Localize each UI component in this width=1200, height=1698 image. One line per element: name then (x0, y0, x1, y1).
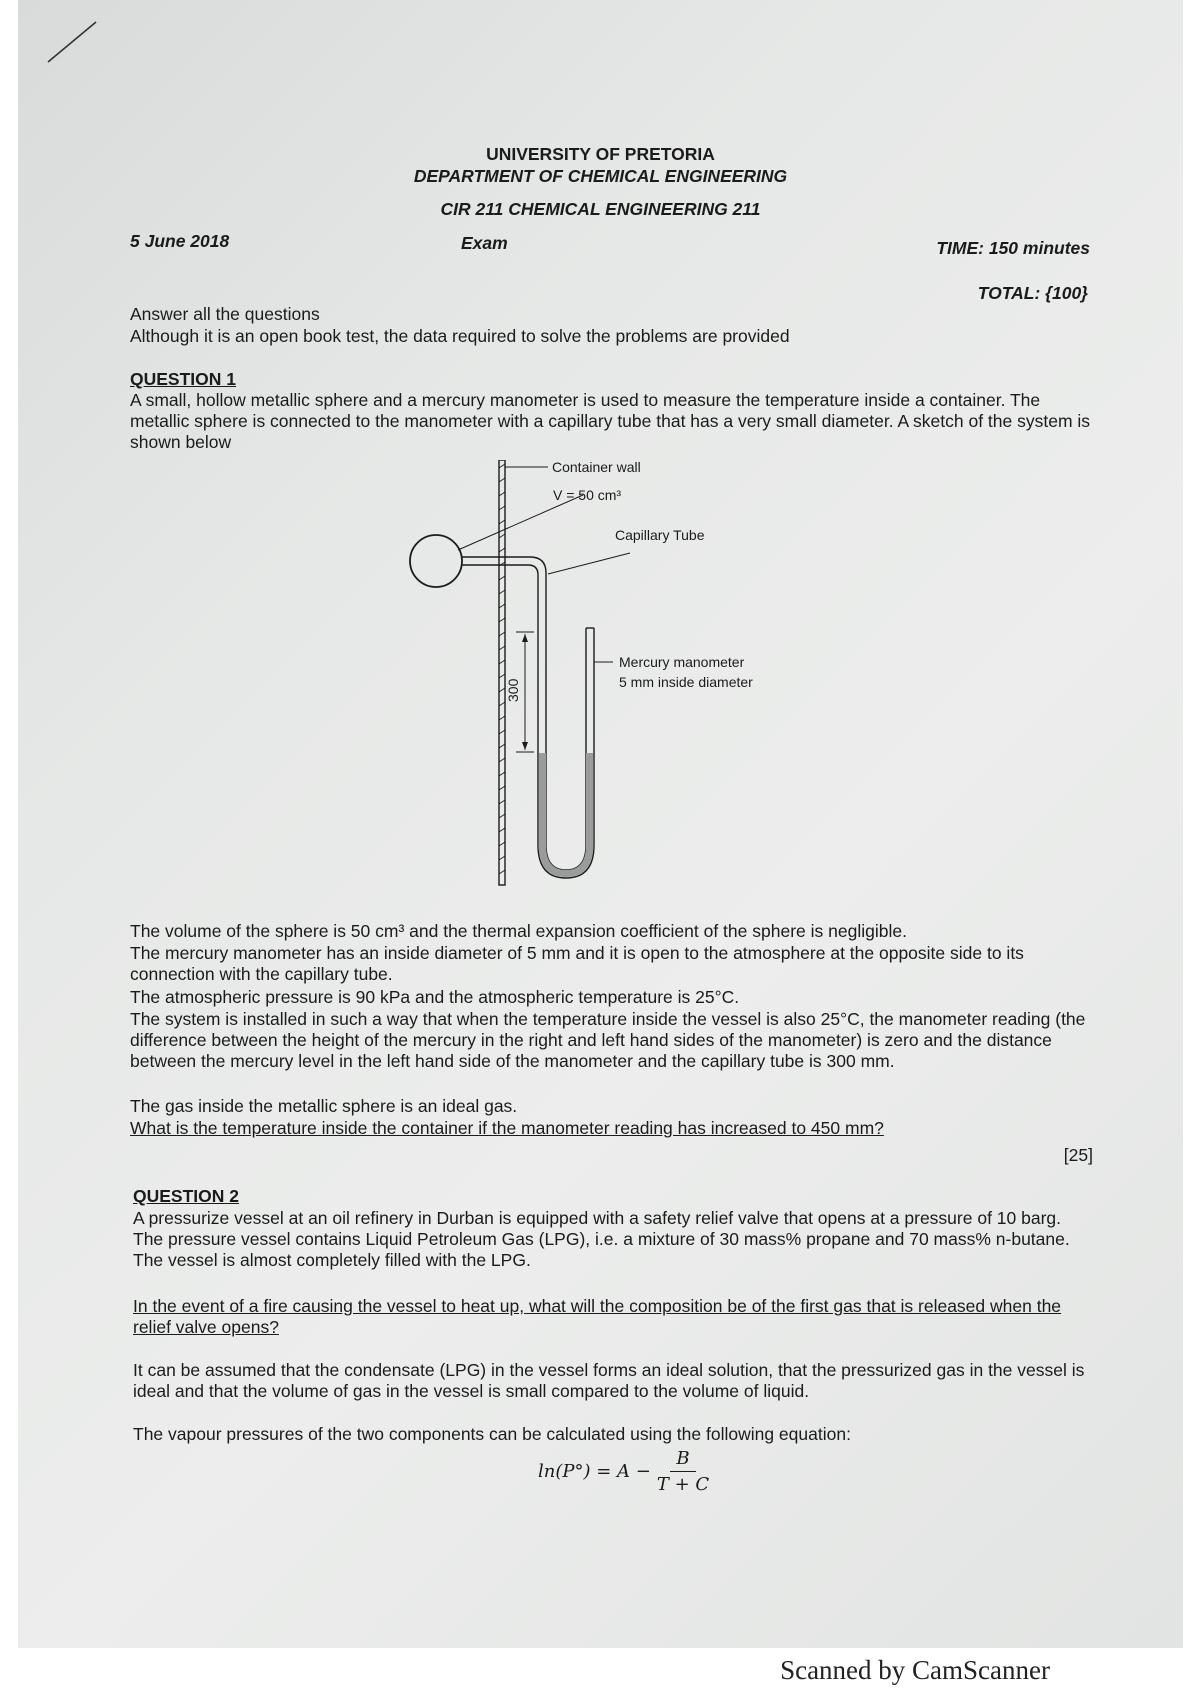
department-title: DEPARTMENT OF CHEMICAL ENGINEERING (413, 166, 788, 186)
label-manometer-diameter: 5 mm inside diameter (619, 674, 753, 690)
question-1-intro: A small, hollow metallic sphere and a mercury manometer is used to measure the temperature inside a container. The metallic sphere is connected to the manometer with a capillary tube that has a very small diameter. A sketch of the system is shown below (130, 390, 1091, 452)
q2-vapour-text: The vapour pressures of the two components can be calculated using the following equation: (133, 1424, 851, 1444)
q1-body-atmosphere: The atmospheric pressure is 90 kPa and the atmospheric temperature is 25°C. (130, 987, 740, 1007)
exam-total: TOTAL: {100} (977, 283, 1088, 303)
capillary-tube (462, 557, 546, 623)
q1-body-manometer: The mercury manometer has an inside diameter of 5 mm and it is open to the atmosphere at the opposite side to its connection with the capillary tube. (130, 943, 1024, 984)
course-title: CIR 211 CHEMICAL ENGINEERING 211 (440, 199, 761, 219)
q2-question: In the event of a fire causing the vessel to heat up, what will the composition be of the first gas that is released when the relief valve opens? (133, 1296, 1062, 1337)
instruction-1: Answer all the questions (130, 304, 320, 324)
exam-label: Exam (461, 233, 508, 253)
question-1-heading: QUESTION 1 (130, 369, 236, 389)
label-capillary-tube: Capillary Tube (615, 527, 705, 543)
antoine-equation (538, 1448, 709, 1495)
equation-fraction (657, 1448, 709, 1495)
q1-body-installation: The system is installed in such a way that when the temperature inside the vessel is also 25°C, the manometer reading (the difference between the height of the mercury in the right and left hand sides of the manometer) is zero and the distance between the mercury level in the left hand side of the manometer and the capillary tube is 300 mm. (130, 1009, 1086, 1071)
university-title: UNIVERSITY OF PRETORIA (486, 144, 715, 164)
label-mercury-manometer: Mercury manometer (619, 654, 745, 670)
dimension-300 (505, 632, 534, 752)
question-2-intro: A pressurize vessel at an oil refinery in Durban is equipped with a safety relief valve that opens at a pressure of 10 barg. The pressure vessel contains Liquid Petroleum Gas (LPG), i.e. a mixture of 30 mass% propane and 70 mass% n-butane. The vessel is almost completely filled with the LPG. (133, 1208, 1070, 1270)
question-2-heading: QUESTION 2 (133, 1186, 239, 1206)
exam-time: TIME: 150 minutes (936, 238, 1090, 258)
q1-marks: [25] (1063, 1145, 1093, 1165)
equation-numerator: B (670, 1448, 695, 1472)
q1-body-ideal-gas: The gas inside the metallic sphere is an ideal gas. (130, 1096, 518, 1116)
equation-lhs: ln(P°) = A − (538, 1461, 651, 1482)
container-wall (499, 460, 505, 885)
q1-body-volume: The volume of the sphere is 50 cm³ and the thermal expansion coefficient of the sphere is negligible. (130, 921, 907, 941)
metallic-sphere (410, 535, 462, 587)
scanner-watermark: Scanned by CamScanner (780, 1655, 1050, 1685)
exam-date: 5 June 2018 (130, 231, 230, 251)
scanned-page (18, 0, 1183, 1648)
q1-question: What is the temperature inside the container if the manometer reading has increased to 450 mm? (130, 1118, 884, 1138)
dimension-label: 300 (505, 678, 521, 702)
label-volume: V = 50 cm³ (553, 487, 622, 503)
instruction-2: Although it is an open book test, the data required to solve the problems are provided (130, 326, 790, 346)
q2-assumption: It can be assumed that the condensate (LPG) in the vessel forms an ideal solution, that the pressurized gas in the vessel is ideal and that the volume of gas in the vessel is small compared to the volume of liquid. (133, 1360, 1085, 1401)
equation-denominator: T + C (656, 1474, 710, 1495)
mercury-fill (539, 753, 594, 877)
label-container-wall: Container wall (552, 460, 641, 475)
pen-stroke-mark (46, 18, 106, 68)
mercury-manometer (538, 623, 594, 878)
manometer-sketch (408, 460, 888, 900)
